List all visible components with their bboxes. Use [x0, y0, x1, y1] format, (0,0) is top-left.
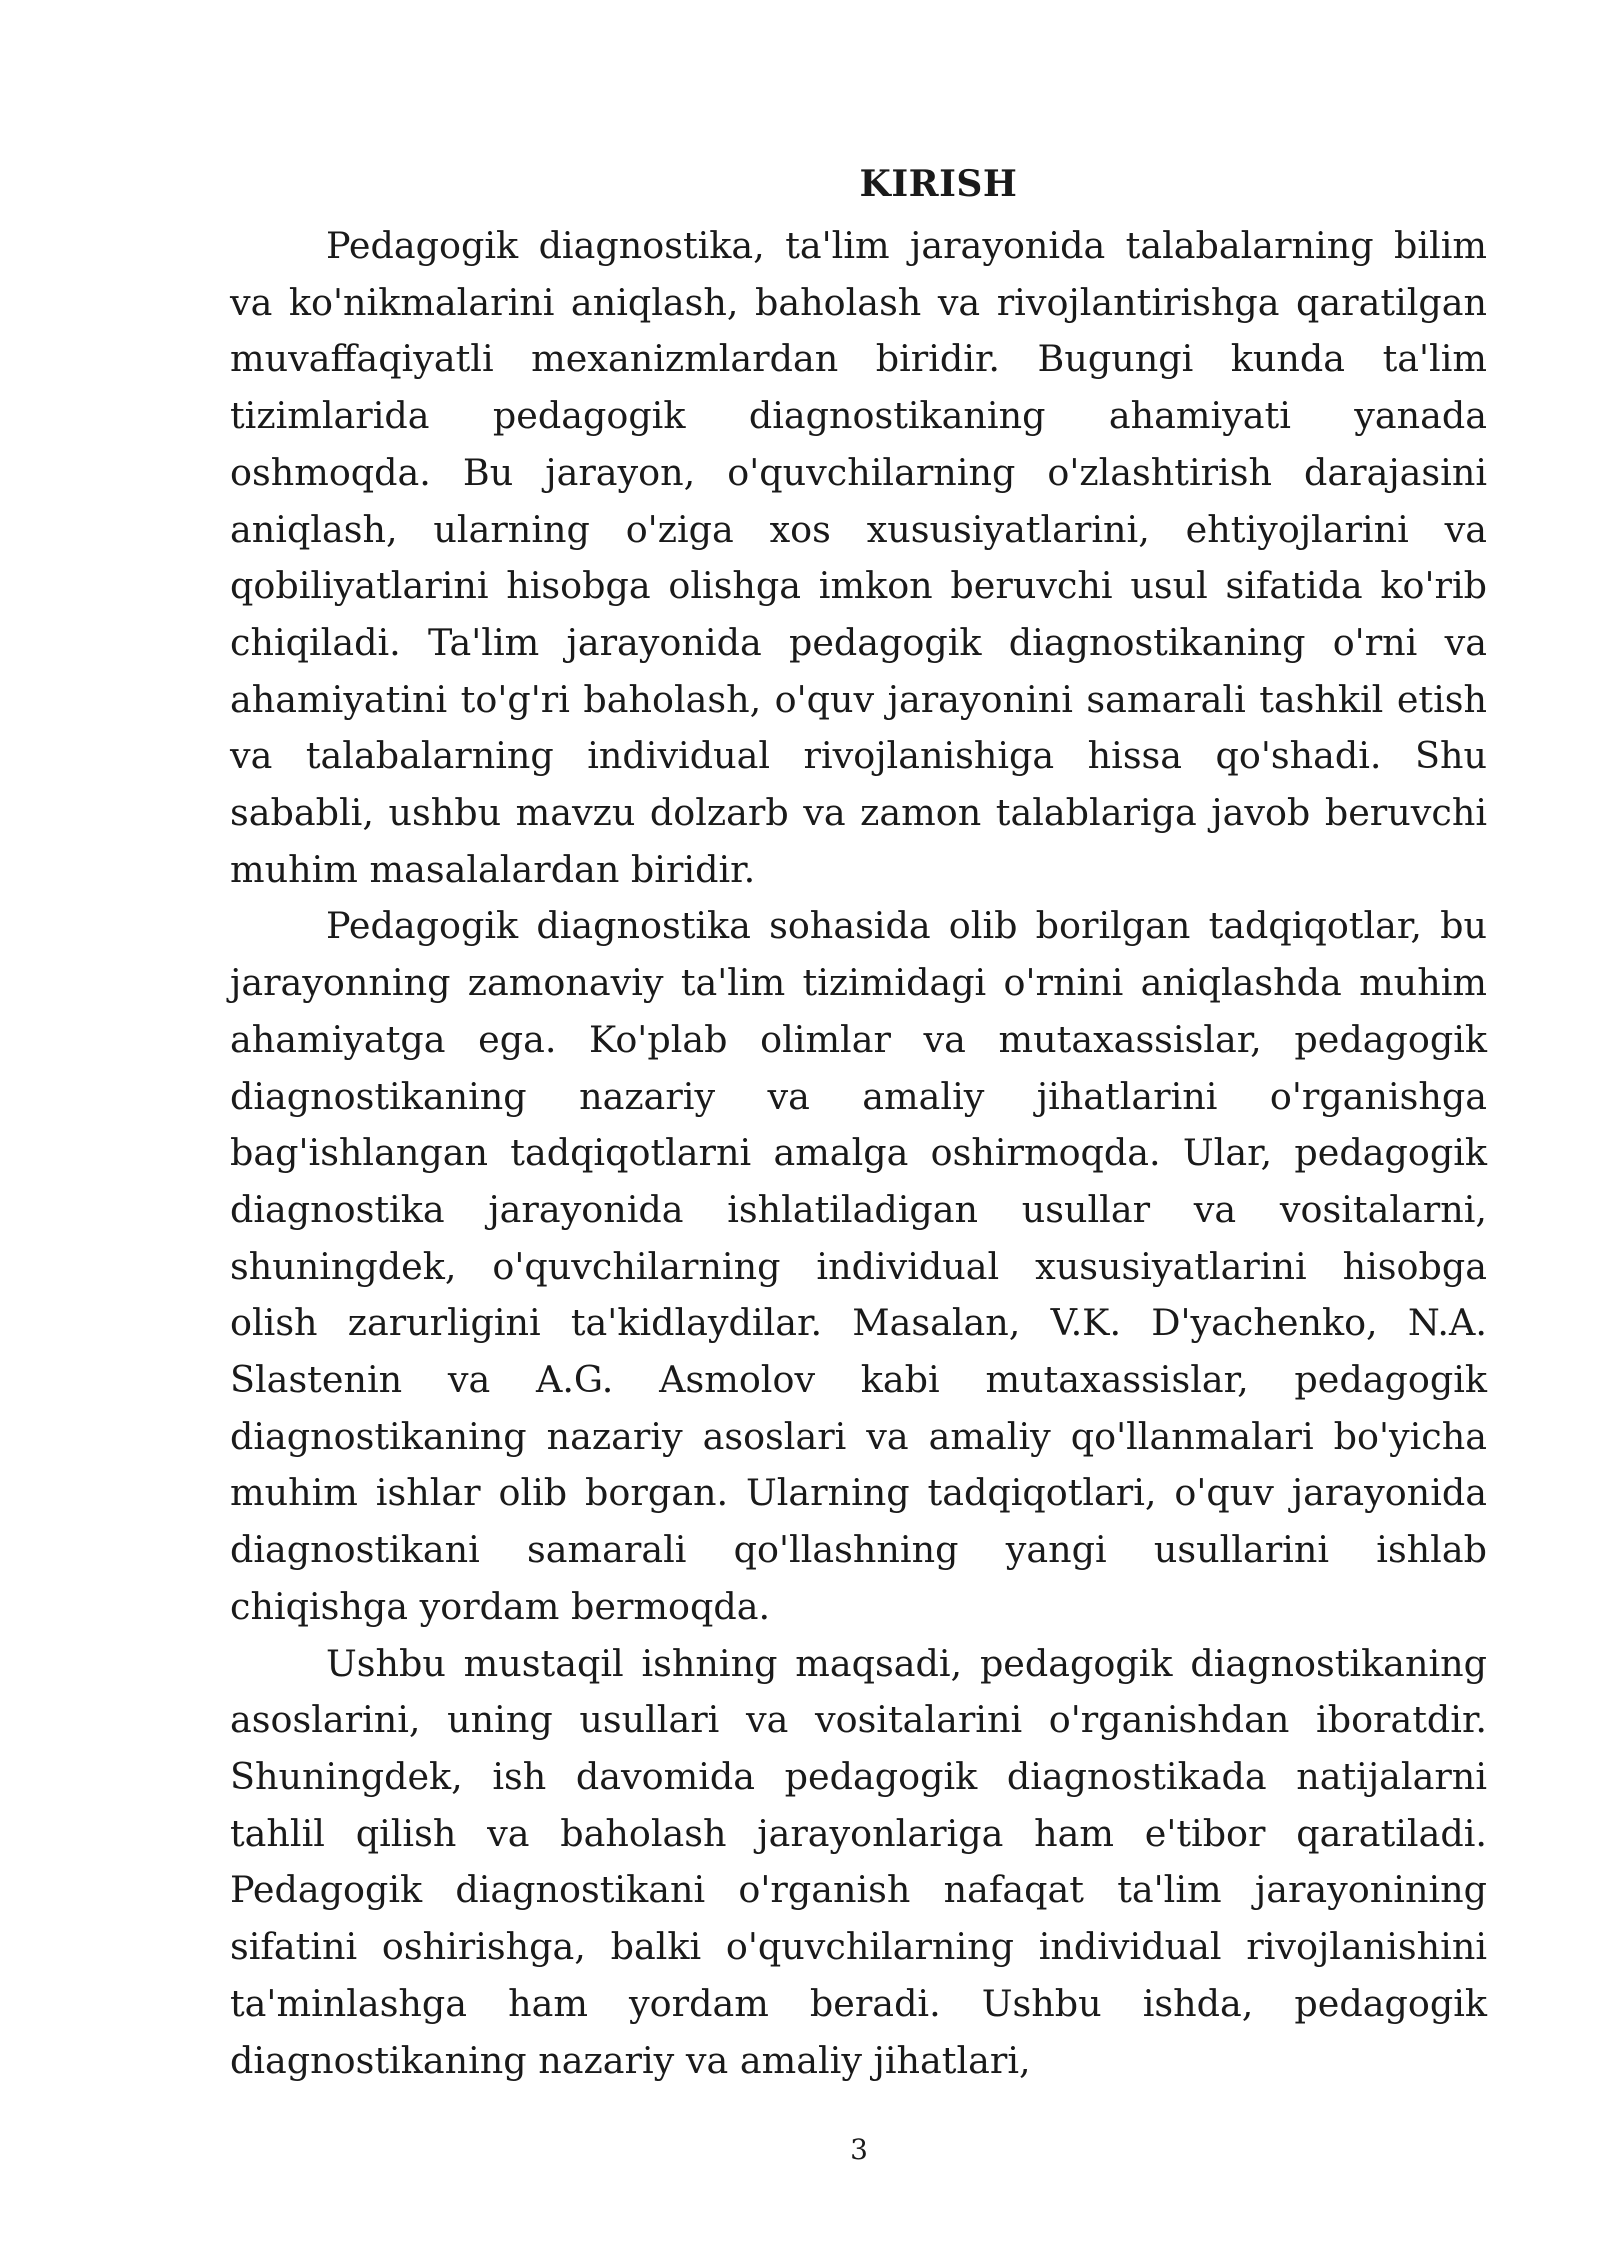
page-title: KIRISH — [859, 163, 1018, 205]
paragraph-1: Pedagogik diagnostika, ta'lim jarayonida talabalarning bilim va ko'nikmalarini aniqlash, baholash va rivojlantirishga qaratilgan muvaffaqiyatli mexanizmlardan biridir. Bugungi kunda ta'lim tizimlarida pedagogik diagnostikaning ahamiyati yanada oshmoqda. Bu jarayon, o'quvchilarning o'zlashtirish darajasini aniqlash, ularning o'ziga xos xususiyatlarini, ehtiyojlarini va qobiliyatlarini hisobga olishga imkon beruvchi usul sifatida ko'rib chiqiladi. Ta'lim jarayonida pedagogik diagnostikaning o'rni va ahamiyatini to'g'ri baholash, o'quv jarayonini samarali tashkil etish va talabalarning individual rivojlanishiga hissa qo'shadi. Shu sababli, ushbu mavzu dolzarb va zamon talablariga javob beruvchi muhim masalalardan biridir. — [230, 224, 1487, 891]
page-number: 3 — [850, 2133, 868, 2166]
paragraph-2: Pedagogik diagnostika sohasida olib borilgan tadqiqotlar, bu jarayonning zamonaviy ta'lim tizimidagi o'rnini aniqlashda muhim ahamiyatga ega. Ko'plab olimlar va mutaxassislar, pedagogik diagnostikaning nazariy va amaliy jihatlarini o'rganishga bag'ishlangan tadqiqotlarni amalga oshirmoqda. Ular, pedagogik diagnostika jarayonida ishlatiladigan usullar va vositalarni, shuningdek, o'quvchilarning individual xususiyatlarini hisobga olish zarurligini ta'kidlaydilar. Masalan, V.K. D'yachenko, N.A. Slastenin va A.G. Asmolov kabi mutaxassislar, pedagogik diagnostikaning nazariy asoslari va amaliy qo'llanmalari bo'yicha muhim ishlar olib borgan. Ularning tadqiqotlari, o'quv jarayonida diagnostikani samarali qo'llashning yangi usullarini ishlab chiqishga yordam bermoqda. — [230, 904, 1487, 1628]
document-page — [230, 150, 1487, 2089]
paragraph-3: Ushbu mustaqil ishning maqsadi, pedagogik diagnostikaning asoslarini, uning usullari va vositalarini o'rganishdan iboratdir. Shuningdek, ish davomida pedagogik diagnostikada natijalarni tahlil qilish va baholash jarayonlariga ham e'tibor qaratiladi. Pedagogik diagnostikani o'rganish nafaqat ta'lim jarayonining sifatini oshirishga, balki o'quvchilarning individual rivojlanishini ta'minlashga ham yordam beradi. Ushbu ishda, pedagogik diagnostikaning nazariy va amaliy jihatlari, — [230, 1641, 1487, 2082]
